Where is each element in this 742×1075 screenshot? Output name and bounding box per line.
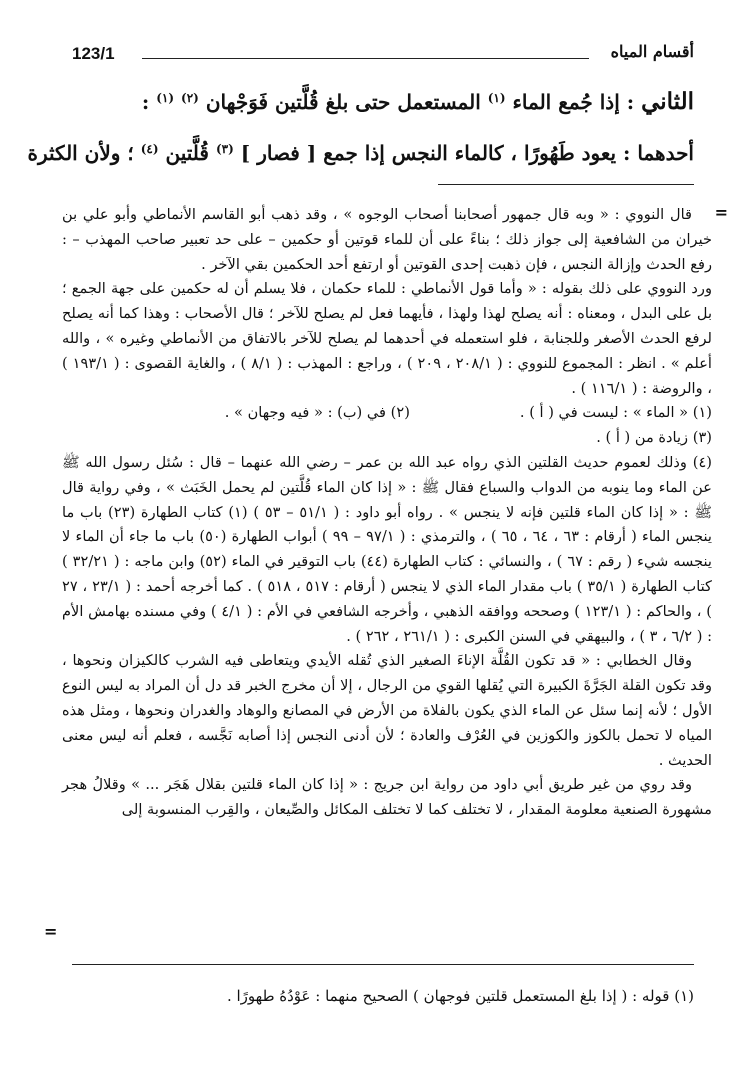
footnote: (١) « الماء » : ليست في ( أ ) .	[519, 404, 712, 422]
commentary-paragraph: وقال الخطابي : « قد تكون القُلَّة الإناءَ الصغير الذي تُقله الأيدي ويتعاطى فيه الشرب كالكيزان ونحوها ، وقد تكون القلة الجَرَّةَ الكبيرة التي يُقلها القوي من الرجال ، إلا أن مخرج الخبر قد دل أن المراد به ليس النوع الأول ؛ لأنه إنما سئل عن الماء الذي يكون بالفلاة من الأرض في المصانع والوهاد والغدران ونحوها ، ومثل هذه المياه لا تحمل بالكوز والكوزين في العُرْف والعادة ؛ لأن أدنى النجس إذا أصابه نَجَّسه ، فعلم أنه ليس معنى الحديث .	[62, 652, 712, 769]
footnote: (٤) وذلك لعموم حديث القلتين الذي رواه عبد الله بن عمر – رضي الله عنهما – قال : سُئل رسول الله ﷺ عن الماء وما ينوبه من الدواب والسباع فقال ﷺ : « إذا كان الماء قُلَّتين لم يحمل الخَبَث » ، وفي رواية قال ﷺ : « إذا كان الماء قلتين فإنه لا ينجس » . رواه أبو داود : ( ٥١/١ – ٥٣ ) (١) كتاب الطهارة (٢٣) باب ما ينجس الماء ( أرقام : ٦٣ ، ٦٤ ، ٦٥ ) ، والترمذي : ( ٩٧/١ – ٩٩ ) أبواب الطهارة (٥٠) باب ما جاء أن الماء لا ينجسه شيء ( رقم : ٦٧ ) ، والنسائي : كتاب الطهارة (٤٤) باب التوقير في الماء (٥٢) وابن ماجه : ( ٣٢/٢١ ) كتاب الطهارة ( ٣٥/١ ) باب مقدار الماء الذي لا ينجس ( أرقام : ٥١٧ ، ٥١٨ ) . كما أخرجه أحمد : ( ٢٣/١ ، ٢٧ ) ، والحاكم : ( ١٢٣/١ ) وصححه ووافقه الذهبي ، وأخرجه الشافعي في الأم : ( ٤/١ ) وفي مسنده بهامش الأم : ( ٦/٢ ، ٣ ) ، والبيهقي في السنن الكبرى : ( ٢٦١/١ ، ٢٦٢ ) .	[62, 453, 713, 645]
page-footnote: (١) قوله : ( إذا بلغ المستعمل قلتين فوجهان ) الصحيح منهما : عَوْدُهُ طهورًا .	[226, 987, 694, 1005]
main-text-segment: ؛ ولأن الكثرة	[27, 141, 134, 165]
main-text-segment: : إذا جُمع الماء	[512, 90, 635, 114]
main-text-segment: :	[141, 90, 150, 114]
continuation-mark: =	[44, 922, 58, 941]
page-number: 123/1	[72, 44, 115, 63]
section-lead: الثاني	[641, 88, 694, 115]
main-text-line	[48, 82, 694, 118]
footnote: (٣) زيادة من ( أ ) .	[596, 429, 712, 447]
footnote-ref: (١)	[487, 91, 506, 105]
main-text-segment: المستعمل حتى بلغ قُلَّتين فَوَجْهان	[205, 90, 481, 114]
continuation-mark: =	[714, 203, 728, 222]
commentary-paragraph: ورد النووي على ذلك بقوله : « وأما قول الأنماطي : للماء حكمان ، فلا يسلم أن له حكمين على جهة الجمع ؛ بل على البدل ، ومعناه : أنه يصلح لهذا ولهذا ، فأيهما فعل لم يصلح للآخر ؛ قال الأصحاب : وهذا كما أنه يصلح لرفع الحدث الأصغر وللجنابة ، فلو استعمله في أحدهما لم يصلح للآخر بالاتفاق من الأنماطي وغيره » ، والله أعلم » . انظر : المجموع للنووي : ( ٢٠٨/١ ، ٢٠٩ ) ، وراجع : المهذب : ( ٨/١ ) ، والغاية القصوى : ( ١٩٣/١ ) ، والروضة : ( ١١٦/١ ) .	[62, 280, 713, 397]
footnote-ref: (٤)	[140, 142, 159, 156]
commentary-block	[62, 203, 712, 823]
footnote: (٢) في (ب) : « فيه وجهان » .	[224, 404, 410, 422]
separator-rule	[72, 964, 694, 965]
main-text-segment: قُلَّتين	[165, 141, 209, 165]
commentary-paragraph: وقد روي من غير طريق أبي داود من رواية ابن جريج : « إذا كان الماء قلتين بقلال هَجَر ... » وقلالُ هجر مشهورة الصنعية معلومة المقدار ، لا تختلف كما لا تختلف المكائل والصِّيعان ، والقِرب المنسوبة إلى	[62, 776, 712, 819]
running-header	[72, 40, 694, 70]
footnote-ref: (٣)	[215, 142, 234, 156]
commentary-paragraph: قال النووي : « وبه قال جمهور أصحابنا أصحاب الوجوه » ، وقد ذهب أبو القاسم الأنماطي وأبو علي بن خيران من الشافعية إلى جواز ذلك ؛ بناءً على أن للماء قوتين أو حكمين – على حد تعبير صاحب المهذب – : رفع الحدث وإزالة النجس ، فإن ذهبت إحدى القوتين أو ارتفع أحد الحكمين بقي الآخر .	[62, 206, 712, 273]
main-text-line	[27, 132, 694, 170]
footnote-ref: (٢)	[181, 91, 199, 105]
footnote-ref: (١)	[156, 91, 175, 105]
chapter-title: أقسام المياه	[610, 42, 694, 61]
separator-rule	[438, 184, 694, 185]
header-rule	[142, 58, 589, 59]
footnote-row	[62, 401, 712, 426]
main-text	[27, 82, 694, 170]
main-text-segment: أحدهما : يعود طَهُورًا ، كالماء النجس إذا جمع [ فصار ]	[240, 141, 694, 165]
